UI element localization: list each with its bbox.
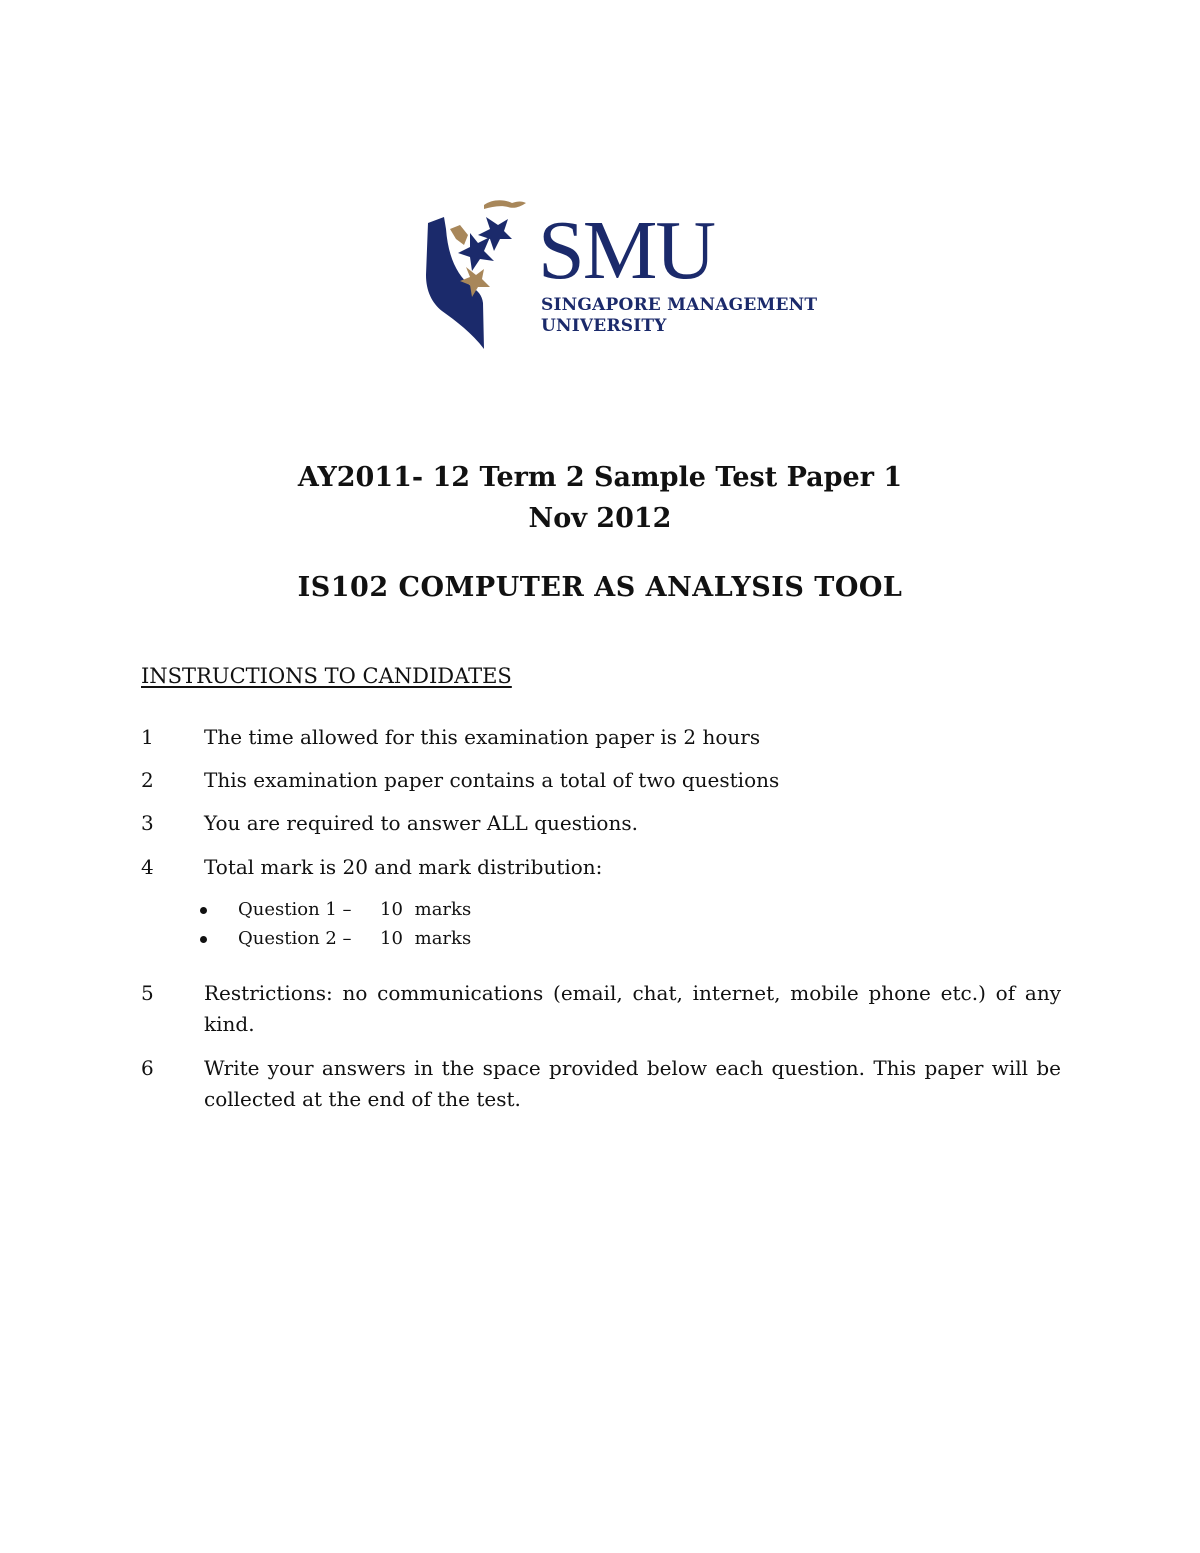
instruction-text: You are required to answer ALL questions. xyxy=(204,811,638,835)
instruction-number: 4 xyxy=(141,855,154,879)
instruction-text: The time allowed for this examination paper is 2 hours xyxy=(204,725,761,749)
logo-subtitle xyxy=(541,295,817,337)
logo-subtitle-line1: SINGAPORE MANAGEMENT xyxy=(541,295,818,315)
instruction-number: 2 xyxy=(141,768,154,792)
instruction-item xyxy=(141,1053,1061,1115)
instruction-text: This examination paper contains a total of two questions xyxy=(204,768,780,792)
question-marks: 10 marks xyxy=(380,928,472,949)
instruction-text: Write your answers in the space provided below each question. This paper will be collected at the end of the test. xyxy=(204,1056,1061,1111)
course-title: IS102 COMPUTER AS ANALYSIS TOOL xyxy=(297,572,903,603)
instruction-text: Restrictions: no communications (email, chat, internet, mobile phone etc.) of any kind. xyxy=(204,981,1061,1036)
bullet-icon xyxy=(200,907,207,914)
instruction-number: 1 xyxy=(141,725,154,749)
logo-wordmark: SMU xyxy=(538,204,715,297)
question-label: Question 1 – xyxy=(238,899,352,920)
smu-emblem-icon xyxy=(420,195,530,355)
logo-subtitle-line2: UNIVERSITY xyxy=(541,316,667,336)
bullet-icon xyxy=(200,936,207,943)
smu-logo xyxy=(420,195,820,355)
paper-date: Nov 2012 xyxy=(528,503,672,534)
instruction-number: 5 xyxy=(141,981,154,1005)
question-label: Question 2 – xyxy=(238,928,352,949)
paper-title: AY2011- 12 Term 2 Sample Test Paper 1 xyxy=(297,462,903,493)
instruction-number: 6 xyxy=(141,1056,154,1080)
instruction-number: 3 xyxy=(141,811,154,835)
question-marks: 10 marks xyxy=(380,899,472,920)
instruction-item xyxy=(141,978,1061,1040)
instructions-heading: INSTRUCTIONS TO CANDIDATES xyxy=(141,664,512,688)
instruction-text: Total mark is 20 and mark distribution: xyxy=(204,855,603,879)
